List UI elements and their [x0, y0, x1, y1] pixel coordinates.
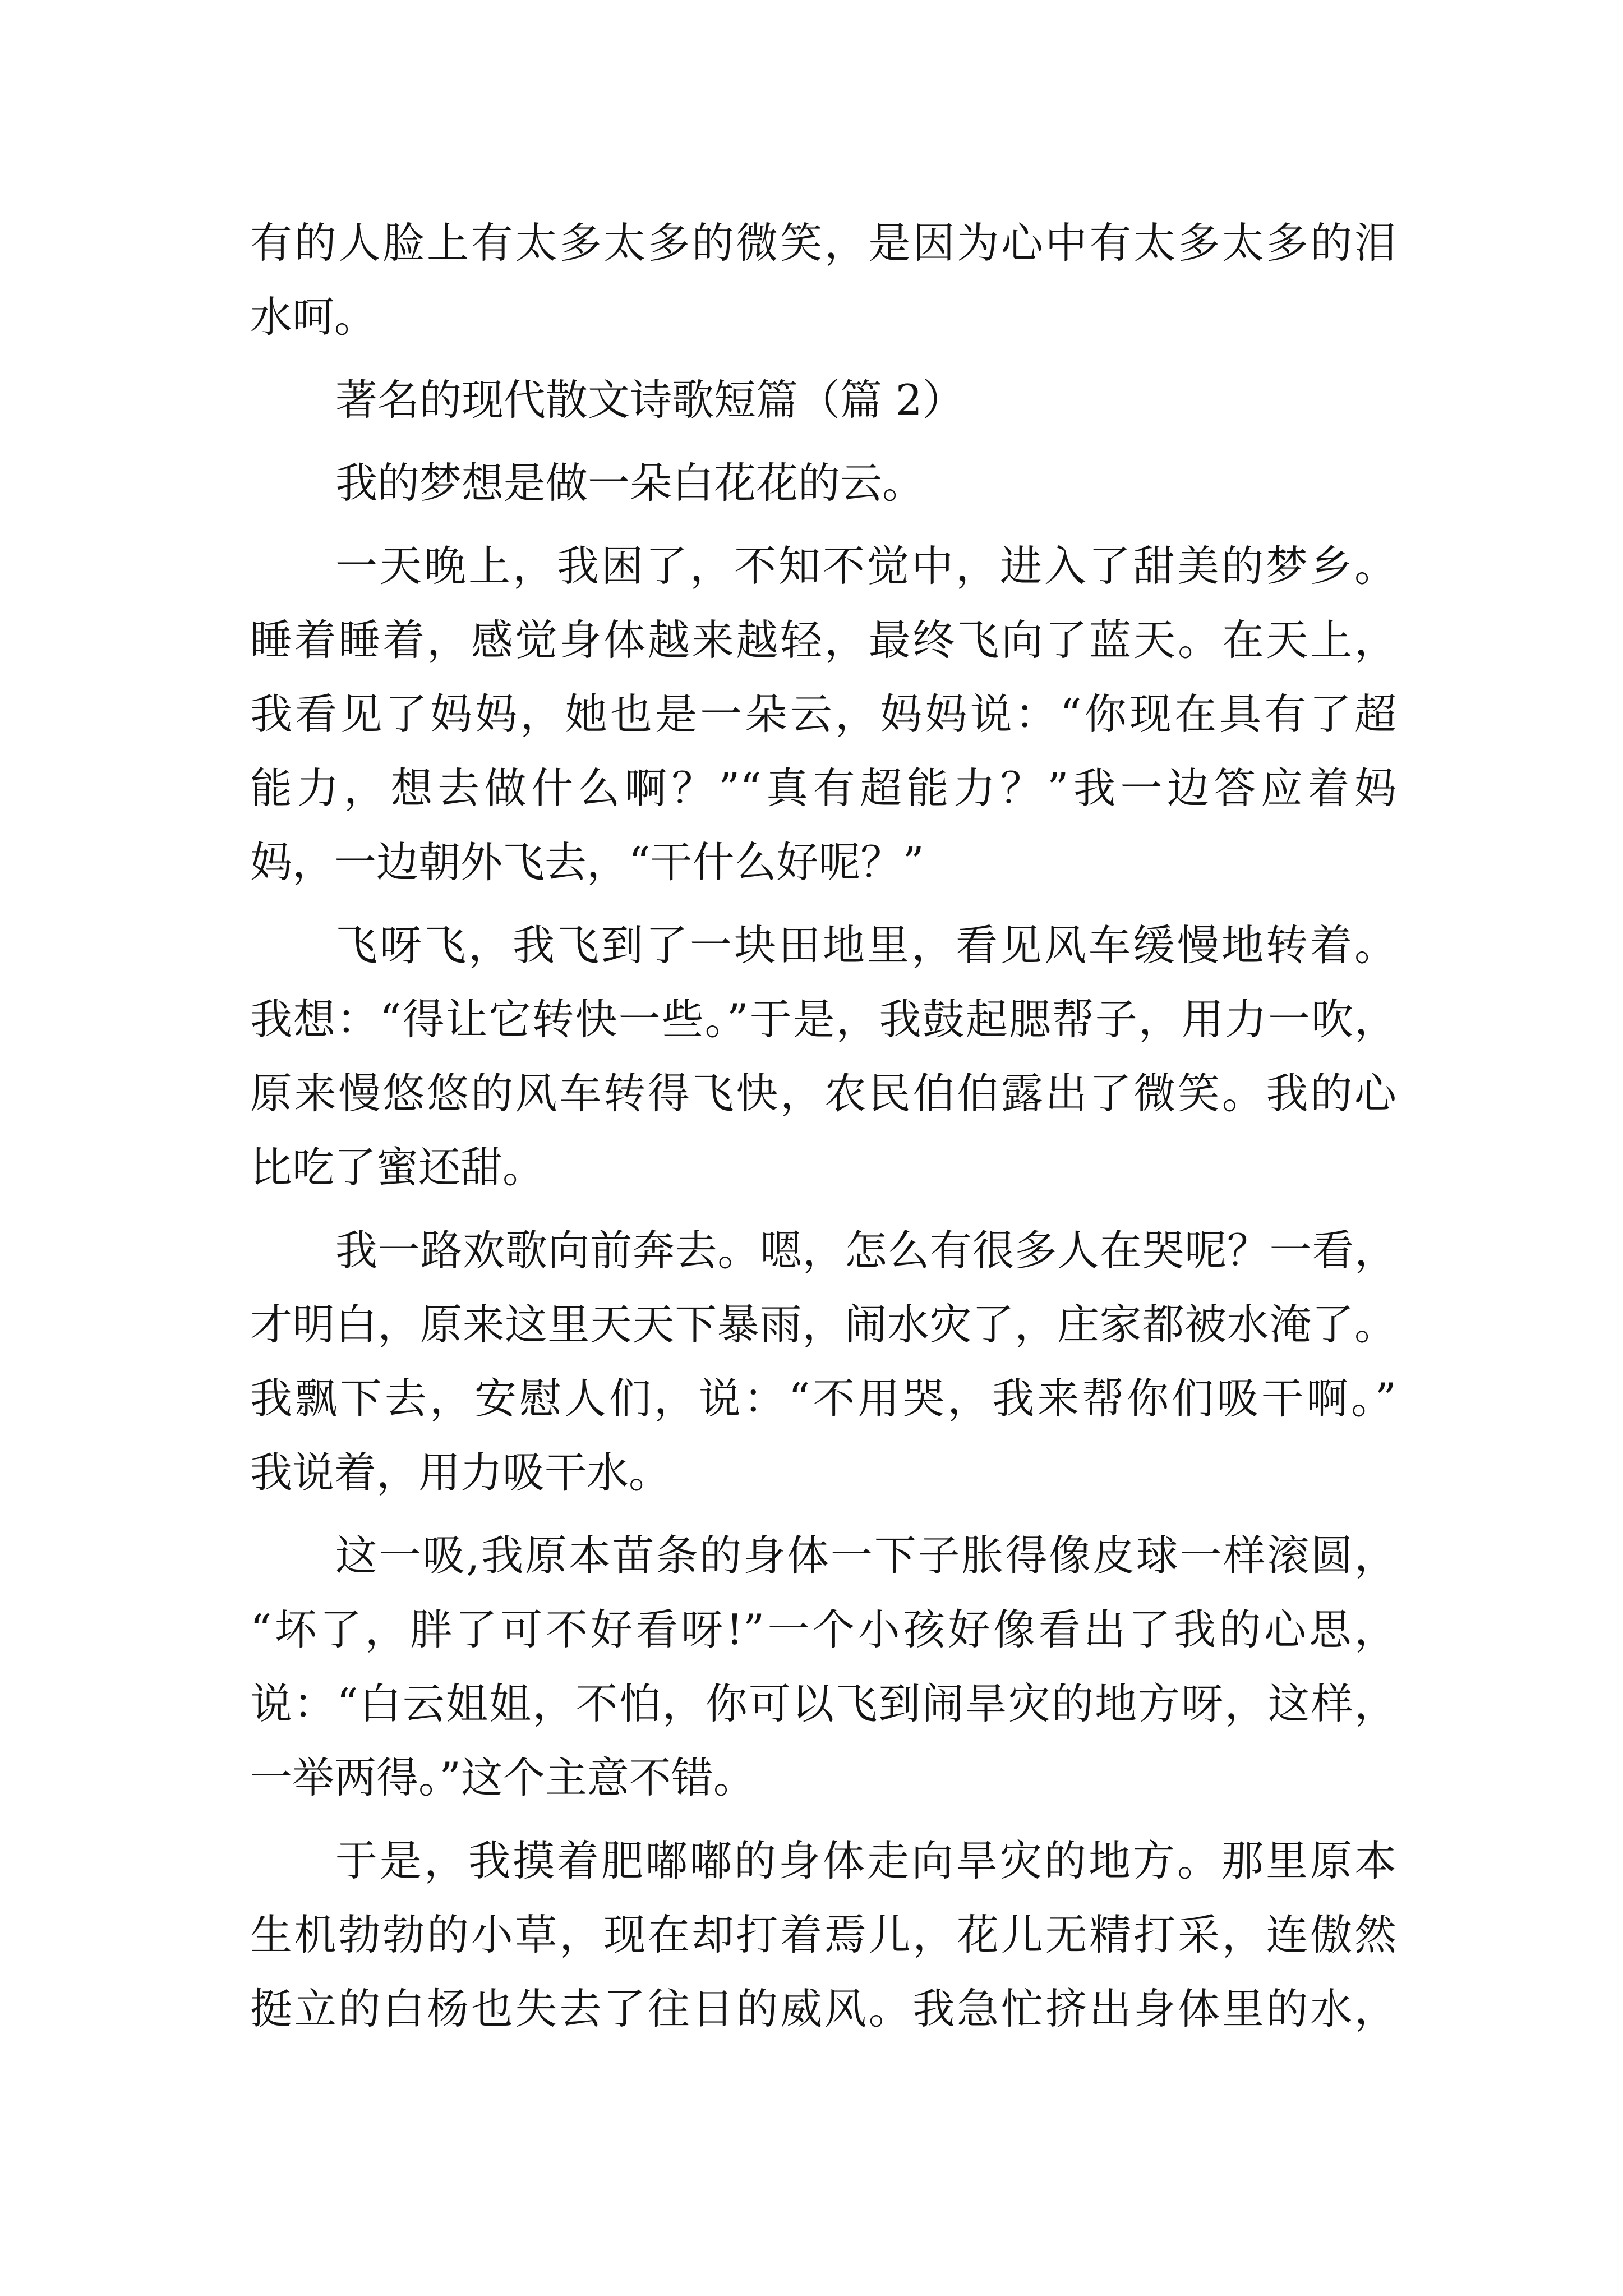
paragraph-line: 我的梦想是做一朵白花花的云。: [335, 458, 925, 508]
paragraph-line: 我飘下去，安慰人们，说：“不用哭，我来帮你们吸干啊。”: [250, 1374, 1396, 1423]
paragraph-line: 生机勃勃的小草，现在却打着焉儿，花儿无精打采，连傲然: [250, 1910, 1396, 1959]
paragraph-line: 我想：“得让它转快一些。”于是，我鼓起腮帮子，用力一吹，: [250, 995, 1396, 1044]
paragraph-line: 我一路欢歌向前奔去。嗯，怎么有很多人在哭呢？一看，: [335, 1226, 1396, 1275]
paragraph-line: 睡着睡着，感觉身体越来越轻，最终飞向了蓝天。在天上，: [250, 615, 1396, 665]
paragraph-line: 才明白，原来这里天天下暴雨，闹水灾了，庄家都被水淹了。: [250, 1300, 1396, 1349]
document-body: [250, 206, 1396, 2046]
heading-text: 著名的现代散文诗歌短篇（篇 2）: [335, 375, 965, 425]
paragraph-line: 能力，想去做什么啊？”“真有超能力？”我一边答应着妈: [250, 763, 1396, 813]
paragraph: [250, 1519, 1396, 1815]
paragraph-line: 一天晚上，我困了，不知不觉中，进入了甜美的梦乡。: [335, 541, 1396, 591]
paragraph: [250, 1824, 1396, 2046]
paragraph-line: 挺立的白杨也失去了往日的威风。我急忙挤出身体里的水，: [250, 1984, 1396, 2033]
paragraph: [250, 529, 1396, 899]
lead-paragraph: [250, 206, 1396, 354]
paragraph-line: 说：“白云姐姐，不怕，你可以飞到闹旱灾的地方呀，这样，: [250, 1679, 1396, 1728]
paragraph: [250, 908, 1396, 1204]
paragraph-line: 这一吸,我原本苗条的身体一下子胀得像皮球一样滚圆，: [335, 1531, 1396, 1580]
paragraph: [250, 1213, 1396, 1510]
paragraph-line: 一举两得。”这个主意不错。: [250, 1753, 755, 1802]
paragraph-line: 比吃了蜜还甜。: [250, 1143, 545, 1192]
paragraph-line: 于是，我摸着肥嘟嘟的身体走向旱灾的地方。那里原本: [335, 1836, 1396, 1885]
paragraph-line: 妈，一边朝外飞去，“干什么好呢？”: [250, 838, 924, 887]
paragraph: [250, 446, 1396, 520]
paragraph-line: 飞呀飞，我飞到了一块田地里，看见风车缓慢地转着。: [335, 921, 1396, 970]
paragraph-line: 水呵。: [250, 292, 377, 342]
paragraph-line: 我说着，用力吸干水。: [250, 1448, 671, 1497]
paragraph-line: “坏了，胖了可不好看呀!”一个小孩好像看出了我的心思，: [250, 1605, 1396, 1654]
section-heading: [250, 363, 1396, 437]
paragraph-line: 原来慢悠悠的风车转得飞快，农民伯伯露出了微笑。我的心: [250, 1069, 1396, 1118]
paragraph-line: 有的人脸上有太多太多的微笑，是因为心中有太多太多的泪: [250, 218, 1396, 268]
paragraph-line: 我看见了妈妈，她也是一朵云，妈妈说：“你现在具有了超: [250, 689, 1396, 739]
